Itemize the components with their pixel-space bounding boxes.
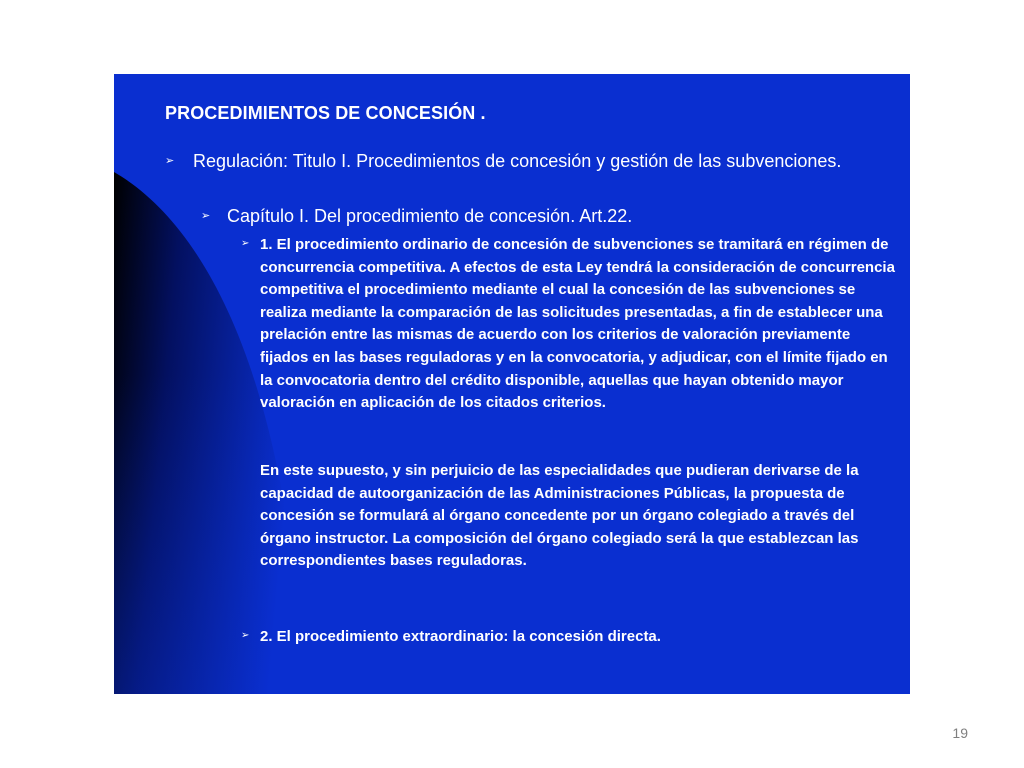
slide-content <box>114 74 910 694</box>
bullet-text: Regulación: Titulo I. Procedimientos de concesión y gestión de las subvenciones. <box>193 151 842 171</box>
bullet-level3-ordinary <box>241 234 901 415</box>
bullet-text: Capítulo I. Del procedimiento de concesión. Art.22. <box>227 206 633 226</box>
bullet-level1 <box>165 148 865 174</box>
bullet-level3-extraordinary <box>241 626 901 649</box>
arrow-bullet-icon: ➢ <box>241 630 250 641</box>
bullet-text: 1. El procedimiento ordinario de concesión de subvenciones se tramitará en régimen de concurrencia competitiva. A efectos de esta Ley tendrá la consideración de concurrencia competitiva el procedimiento mediante el cual la concesión de las subvenciones se realiza mediante la comparación de las solicitudes presentadas, a fin de establecer una prelación entre las mismas de acuerdo con los criterios de valoración previamente fijados en las bases reguladoras y en la convocatoria, y adjudicar, con el límite fijado en la convocatoria dentro del crédito disponible, aquellas que hayan obtenido mayor valoración en aplicación de los citados criterios. <box>260 236 895 412</box>
arrow-bullet-icon: ➢ <box>241 238 250 249</box>
slide-title: PROCEDIMIENTOS DE CONCESIÓN . <box>165 103 486 123</box>
arrow-bullet-icon: ➢ <box>201 210 211 222</box>
bullet-text: 2. El procedimiento extraordinario: la concesión directa. <box>260 628 661 645</box>
bullet-level2 <box>201 203 861 229</box>
slide <box>114 74 910 694</box>
bullet-paragraph: En este supuesto, y sin perjuicio de las especialidades que pudieran derivarse de la capacidad de autoorganización de las Administraciones Públicas, la propuesta de concesión se formulará al órgano concedente por un órgano colegiado a través del órgano instructor. La composición del órgano colegiado será la que establezcan las correspondientes bases reguladoras. <box>260 462 859 570</box>
page-number: 19 <box>952 725 968 741</box>
arrow-bullet-icon: ➢ <box>165 155 175 167</box>
